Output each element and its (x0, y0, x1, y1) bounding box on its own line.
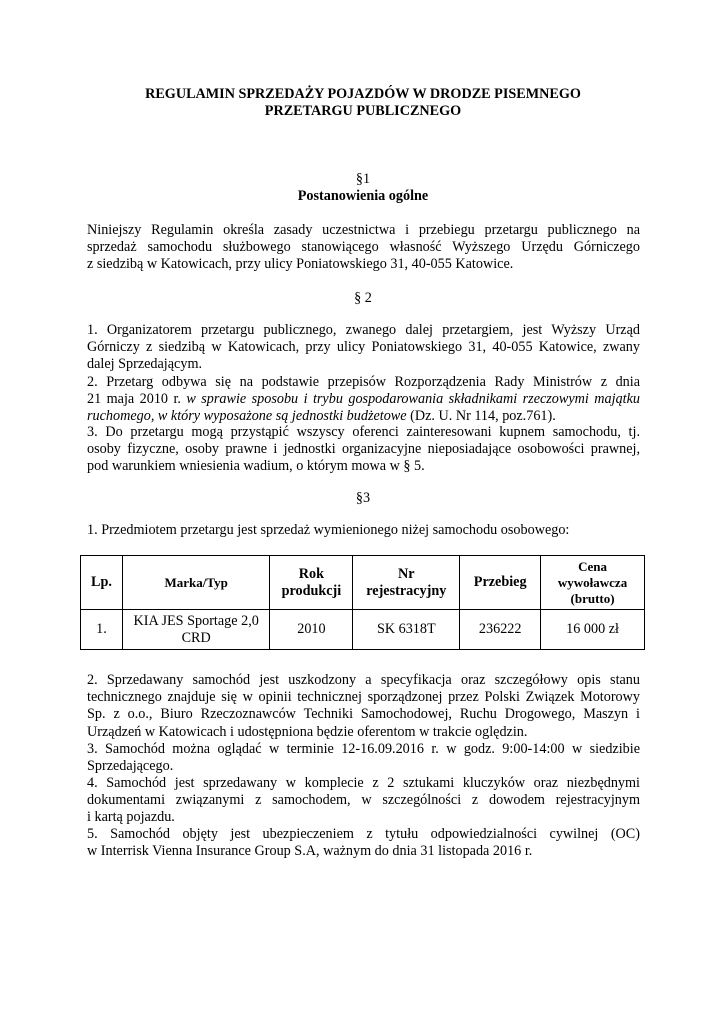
text-line: 1. Organizatorem przetargu publicznego, zwanego dalej przetargiem, jest Wyższy Urząd (87, 322, 640, 338)
table-header-row (81, 556, 645, 610)
section-3-point-5 (87, 826, 640, 860)
text-line: 3. Do przetargu mogą przystąpić wszyscy oferenci zainteresowani kupnem samochodu, tj. (87, 424, 640, 440)
text-line: z siedzibą w Katowicach, przy ulicy Poniatowskiego 31, 40-055 Katowice. (87, 256, 514, 273)
section-1-paragraph (87, 222, 640, 274)
text-line: i kartą pojazdu. (87, 809, 175, 826)
section-3-point-4 (87, 775, 640, 827)
text-run: 21 maja 2010 r. (87, 391, 187, 408)
section-3-point-2 (87, 672, 640, 741)
text-line: Górniczy z siedzibą w Katowicach, przy ulicy Poniatowskiego 31, 40-055 Katowice, zwany (87, 339, 640, 356)
section-3-number: §3 (355, 490, 371, 506)
section-2-point-3 (87, 424, 640, 476)
cell-nr-rejestracyjny: SK 6318T (353, 610, 460, 650)
header-marka-typ: Marka/Typ (122, 556, 270, 610)
text-line: 2. Przetarg odbywa się na podstawie przepisów Rozporządzenia Rady Ministrów z dnia (87, 374, 640, 390)
italic-text-run: ruchomego, w który wyposażone są jednostki budżetowe (87, 408, 407, 425)
section-3-intro (87, 522, 640, 539)
section-1-number: §1 (355, 171, 371, 187)
text-run: (Dz. U. Nr 114, poz.761). (406, 408, 556, 425)
section-1-heading: Postanowienia ogólne (297, 188, 429, 204)
text-line: Sprzedającego. (87, 758, 174, 775)
text-line: 4. Samochód jest sprzedawany w komplecie z 2 sztukami kluczyków oraz niezbędnymi (87, 775, 640, 791)
text-line: osoby fizyczne, osoby prawne i jednostki organizacyjne nieposiadające osobowości prawnej, (87, 441, 640, 458)
header-nr-rejestracyjny: Nr rejestracyjny (353, 556, 460, 610)
cell-rok-produkcji: 2010 (270, 610, 353, 650)
cell-lp: 1. (81, 610, 123, 650)
text-line: 3. Samochód można oglądać w terminie 12-16.09.2016 r. w godz. 9:00-14:00 w siedzibie (87, 741, 640, 757)
cell-marka-typ: KIA JES Sportage 2,0 CRD (122, 610, 270, 650)
section-3-point-3 (87, 741, 640, 775)
text-line: dokumentami związanymi z samochodem, w szczególności z dowodem rejestracyjnym (87, 792, 640, 809)
text-line: pod warunkiem wniesienia wadium, o którym mowa w § 5. (87, 458, 425, 475)
header-cena-wywolawcza: Cena wywoławcza (brutto) (541, 556, 645, 610)
text-line: 2. Sprzedawany samochód jest uszkodzony a specyfikacja oraz szczegółowy opis stanu (87, 672, 640, 688)
document-title-line-2: PRZETARGU PUBLICZNEGO (264, 103, 462, 119)
text-line: technicznego znajduje się w opinii technicznej sporządzonej przez Polski Związek Motorowy (87, 689, 640, 706)
text-line: sprzedaż samochodu służbowego stanowiącego własność Wyższego Urzędu Górniczego (87, 239, 640, 256)
text-line: dalej Sprzedającym. (87, 356, 203, 373)
section-2-number: § 2 (354, 290, 372, 306)
text-line: Sp. z o.o., Biuro Rzeczoznawców Techniki Samochodowej, Ruchu Drogowego, Maszyn i (87, 706, 640, 723)
table-row (81, 610, 645, 650)
header-lp: Lp. (81, 556, 123, 610)
section-2-point-1 (87, 322, 640, 374)
italic-text-run: w sprawie sposobu i trybu gospodarowania składnikami rzeczowymi majątku (186, 391, 640, 408)
text-line: Niniejszy Regulamin określa zasady uczestnictwa i przebiegu przetargu publicznego na (87, 222, 640, 238)
vehicle-table (80, 555, 645, 650)
text-line: w Interrisk Vienna Insurance Group S.A, ważnym do dnia 31 listopada 2016 r. (87, 843, 533, 860)
text-line (87, 391, 640, 408)
text-line: Urządzeń w Katowicach i udostępniona będzie oferentom w trakcie oględzin. (87, 723, 528, 740)
section-2-point-2 (87, 374, 640, 426)
header-rok-produkcji: Rok produkcji (270, 556, 353, 610)
cell-przebieg: 236222 (460, 610, 541, 650)
cell-cena: 16 000 zł (541, 610, 645, 650)
document-title-line-1: REGULAMIN SPRZEDAŻY POJAZDÓW W DRODZE PISEMNEGO (145, 86, 581, 102)
text-line: 1. Przedmiotem przetargu jest sprzedaż wymienionego niżej samochodu osobowego: (87, 522, 570, 538)
header-przebieg: Przebieg (460, 556, 541, 610)
text-line: 5. Samochód objęty jest ubezpieczeniem z tytułu odpowiedzialności cywilnej (OC) (87, 826, 640, 842)
